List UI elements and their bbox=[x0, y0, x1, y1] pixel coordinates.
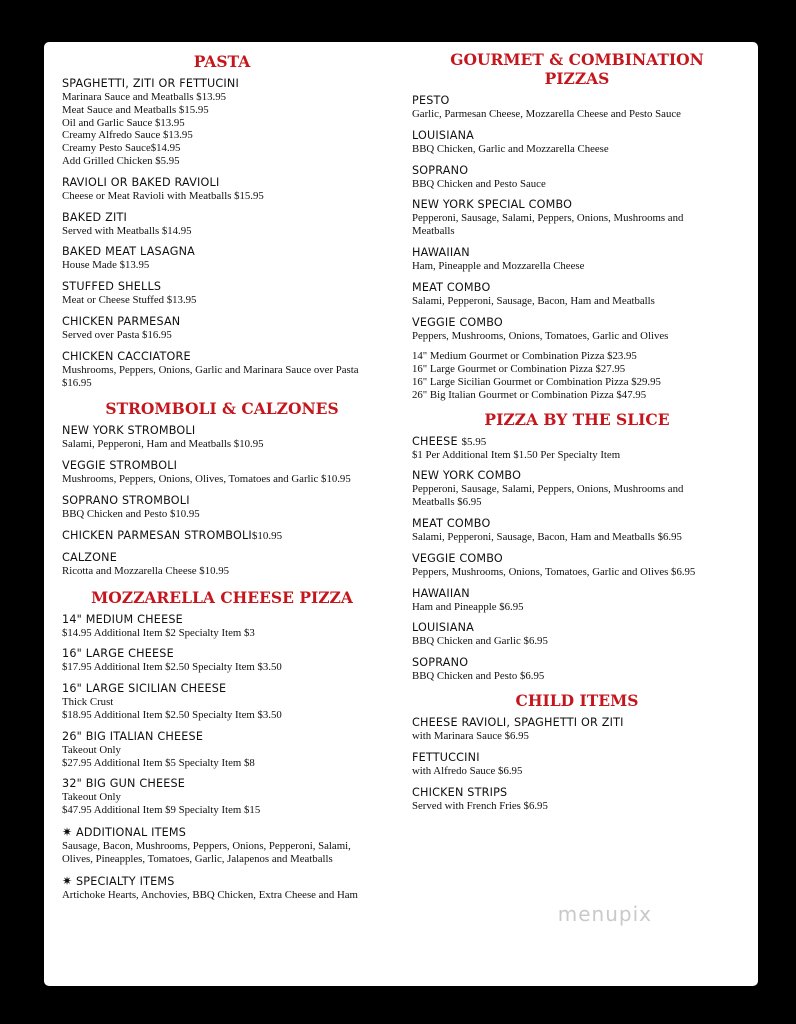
menu-item-title: NEW YORK COMBO bbox=[412, 469, 522, 483]
menu-item bbox=[62, 777, 382, 817]
menu-item-name bbox=[412, 129, 742, 143]
menu-item bbox=[412, 316, 742, 343]
menu-item-title: BAKED ZITI bbox=[62, 210, 128, 224]
menu-item-description: Mushrooms, Peppers, Onions, Garlic and Marinara Sauce over Pasta bbox=[62, 363, 359, 376]
menu-item-description: Oil and Garlic Sauce $13.95 bbox=[62, 116, 185, 129]
menu-item bbox=[62, 874, 382, 902]
menu-item bbox=[62, 494, 382, 521]
menu-item bbox=[412, 656, 742, 683]
menu-item-title: 14" MEDIUM CHEESE bbox=[62, 612, 183, 626]
menu-item bbox=[412, 94, 742, 121]
menu-item-name bbox=[412, 656, 742, 670]
menu-item-description: Salami, Pepperoni, Ham and Meatballs $10.95 bbox=[62, 438, 264, 451]
menu-item-description: $14.95 Additional Item $2 Specialty Item $3 bbox=[62, 626, 255, 639]
menu-item-description: Peppers, Mushrooms, Onions, Tomatoes, Garlic and Olives $6.95 bbox=[412, 565, 696, 578]
menu-item-title: MEAT COMBO bbox=[412, 516, 491, 530]
menu-item-description: House Made $13.95 bbox=[62, 259, 150, 272]
menu-item-description: Creamy Pesto Sauce$14.95 bbox=[62, 142, 181, 155]
section-title-pasta: PASTA bbox=[193, 52, 251, 71]
menu-item bbox=[62, 459, 382, 486]
menu-item-title: CHICKEN STRIPS bbox=[412, 785, 508, 799]
menu-item bbox=[62, 730, 382, 770]
menu-item-name bbox=[412, 751, 742, 765]
menu-item-description: Takeout Only bbox=[62, 743, 121, 756]
menu-item-title: STUFFED SHELLS bbox=[62, 280, 162, 294]
menu-item-name bbox=[62, 424, 382, 438]
mozzarella-list bbox=[62, 613, 382, 902]
child-list bbox=[412, 716, 742, 812]
pasta-list bbox=[62, 77, 382, 389]
watermark-logo: menupix bbox=[557, 902, 652, 926]
menu-item-title: 26" BIG ITALIAN CHEESE bbox=[62, 729, 204, 743]
menu-item-description: with Marinara Sauce $6.95 bbox=[412, 729, 529, 742]
menu-item-name bbox=[62, 682, 382, 696]
menu-item-description: $18.95 Additional Item $2.50 Specialty Item $3.50 bbox=[62, 708, 282, 721]
menu-item-name bbox=[62, 647, 382, 661]
gourmet-price-line: 26" Big Italian Gourmet or Combination Pizza $47.95 bbox=[412, 388, 647, 401]
menu-item-title: CHICKEN CACCIATORE bbox=[62, 349, 191, 363]
menu-item-name bbox=[412, 716, 742, 730]
menu-item bbox=[412, 621, 742, 648]
menu-item-description: Pepperoni, Sausage, Salami, Peppers, Onions, Mushrooms and bbox=[412, 483, 684, 496]
menu-item-title: PESTO bbox=[412, 94, 450, 107]
menu-item bbox=[412, 517, 742, 544]
menu-item-title: SOPRANO bbox=[412, 163, 469, 177]
menu-page bbox=[46, 44, 756, 984]
menu-item-description: Peppers, Mushrooms, Onions, Tomatoes, Garlic and Olives bbox=[412, 329, 669, 342]
menu-item-description: Sausage, Bacon, Mushrooms, Peppers, Onions, Pepperoni, Salami, bbox=[62, 839, 351, 852]
gourmet-price-line: 16" Large Gourmet or Combination Pizza $27.95 bbox=[412, 363, 626, 376]
menu-item-name bbox=[62, 211, 382, 225]
menu-item bbox=[62, 245, 382, 272]
menu-item-title: MEAT COMBO bbox=[412, 280, 491, 294]
menu-item-name bbox=[62, 529, 382, 543]
menu-item bbox=[62, 350, 382, 390]
menu-item-description: Add Grilled Chicken $5.95 bbox=[62, 154, 180, 167]
menu-item-description: BBQ Chicken and Pesto $10.95 bbox=[62, 507, 200, 520]
gourmet-price-line: 16" Large Sicilian Gourmet or Combination Pizza $29.95 bbox=[412, 375, 661, 388]
menu-item-description: Marinara Sauce and Meatballs $13.95 bbox=[62, 91, 226, 103]
menu-item-name bbox=[412, 281, 742, 295]
menu-item-description: $17.95 Additional Item $2.50 Specialty Item $3.50 bbox=[62, 661, 282, 674]
menu-item-name bbox=[412, 587, 742, 601]
menu-item-description: Meat or Cheese Stuffed $13.95 bbox=[62, 294, 197, 307]
menu-item-name bbox=[62, 350, 382, 364]
menu-item-description: $16.95 bbox=[62, 376, 92, 389]
left-column bbox=[62, 52, 382, 909]
menu-item-name bbox=[62, 825, 382, 840]
menu-item-name bbox=[412, 246, 742, 260]
right-column bbox=[412, 50, 742, 820]
menu-item-title: CALZONE bbox=[62, 550, 118, 564]
menu-item-title: CHEESE bbox=[412, 434, 458, 448]
menu-item-name bbox=[62, 77, 382, 91]
menu-item-description: Takeout Only bbox=[62, 791, 121, 804]
menu-item-title: VEGGIE COMBO bbox=[412, 551, 503, 565]
menu-item-name bbox=[412, 435, 742, 449]
menu-item-name bbox=[62, 245, 382, 259]
menu-item-description: Olives, Pineapples, Tomatoes, Garlic, Jalapenos and Meatballs bbox=[62, 852, 333, 865]
menu-item-title: 16" LARGE SICILIAN CHEESE bbox=[62, 682, 227, 696]
section-title-child: CHILD ITEMS bbox=[515, 690, 639, 710]
menu-item-name bbox=[62, 551, 382, 565]
menu-item-name bbox=[62, 459, 382, 473]
star-icon: ✷ bbox=[62, 824, 73, 839]
menu-item-description: $27.95 Additional Item $5 Specialty Item $8 bbox=[62, 756, 255, 769]
menu-item bbox=[412, 246, 742, 273]
menu-item-description: $1 Per Additional Item $1.50 Per Specialty Item bbox=[412, 448, 621, 461]
gourmet-price-list bbox=[412, 350, 742, 401]
menu-item-description: Served over Pasta $16.95 bbox=[62, 328, 172, 341]
menu-item-title: VEGGIE COMBO bbox=[412, 315, 503, 329]
menu-item bbox=[62, 682, 382, 722]
star-icon: ✷ bbox=[62, 873, 73, 888]
menu-item-description: Garlic, Parmesan Cheese, Mozzarella Cheese and Pesto Sauce bbox=[412, 108, 681, 120]
menu-item-description: $47.95 Additional Item $9 Specialty Item $15 bbox=[62, 804, 261, 817]
menu-item-title: CHICKEN PARMESAN bbox=[62, 314, 181, 328]
menu-item-name bbox=[412, 94, 742, 108]
section-title-mozzarella: MOZZARELLA CHEESE PIZZA bbox=[91, 587, 353, 607]
menu-item-description: Thick Crust bbox=[62, 696, 114, 709]
menu-item bbox=[62, 176, 382, 203]
menu-item-description: Mushrooms, Peppers, Onions, Olives, Tomatoes and Garlic $10.95 bbox=[62, 473, 351, 486]
menu-item-title: FETTUCCINI bbox=[412, 750, 480, 764]
menu-item-description: Ham, Pineapple and Mozzarella Cheese bbox=[412, 259, 585, 272]
section-title-gourmet-line2: PIZZAS bbox=[544, 69, 610, 88]
menu-item-name bbox=[412, 469, 742, 483]
menu-item bbox=[412, 435, 742, 462]
menu-item-title: SPAGHETTI, ZITI OR FETTUCINI bbox=[62, 77, 239, 90]
menu-item-name bbox=[412, 517, 742, 531]
menu-item-description: BBQ Chicken and Pesto $6.95 bbox=[412, 670, 545, 683]
menu-item bbox=[62, 647, 382, 674]
menu-item bbox=[62, 825, 382, 866]
menu-item-title: CHICKEN PARMESAN STROMBOLI bbox=[62, 528, 252, 542]
menu-item-description: Salami, Pepperoni, Sausage, Bacon, Ham and Meatballs $6.95 bbox=[412, 530, 682, 543]
menu-item bbox=[62, 280, 382, 307]
menu-item-price: $10.95 bbox=[251, 529, 283, 542]
menu-item-title: HAWAIIAN bbox=[412, 245, 470, 259]
menu-item-title: 16" LARGE CHEESE bbox=[62, 647, 174, 661]
menu-item bbox=[62, 424, 382, 451]
menu-item-title: SPECIALTY ITEMS bbox=[76, 874, 175, 888]
menu-item-title: SOPRANO STROMBOLI bbox=[62, 493, 190, 507]
menu-item-title: CHEESE RAVIOLI, SPAGHETTI OR ZITI bbox=[412, 715, 624, 729]
menu-item-description: with Alfredo Sauce $6.95 bbox=[412, 764, 523, 777]
menu-item bbox=[62, 529, 382, 543]
menu-item-name bbox=[412, 316, 742, 330]
slice-list bbox=[412, 435, 742, 683]
menu-item-name bbox=[62, 280, 382, 294]
menu-item bbox=[412, 164, 742, 191]
menu-item-name bbox=[62, 315, 382, 329]
menu-item-title: HAWAIIAN bbox=[412, 586, 470, 600]
menu-item bbox=[412, 281, 742, 308]
menu-item bbox=[62, 551, 382, 578]
menu-item-description: BBQ Chicken and Pesto Sauce bbox=[412, 177, 546, 190]
menu-item bbox=[412, 198, 742, 238]
menu-item-title: RAVIOLI OR BAKED RAVIOLI bbox=[62, 175, 220, 189]
menu-item-title: SOPRANO bbox=[412, 656, 469, 670]
menu-item bbox=[62, 211, 382, 238]
menu-item-price: $5.95 bbox=[461, 435, 487, 448]
menu-item-description: Ricotta and Mozzarella Cheese $10.95 bbox=[62, 564, 229, 577]
section-title-slice: PIZZA BY THE SLICE bbox=[484, 409, 670, 429]
menu-item bbox=[412, 751, 742, 778]
menu-item-name bbox=[62, 613, 382, 627]
menu-item-description: BBQ Chicken, Garlic and Mozzarella Cheese bbox=[412, 142, 609, 155]
menu-item bbox=[62, 315, 382, 342]
menu-item-description: Cheese or Meat Ravioli with Meatballs $15.95 bbox=[62, 189, 264, 202]
menu-item-name bbox=[62, 176, 382, 190]
menu-item bbox=[412, 786, 742, 813]
menu-item-name bbox=[412, 621, 742, 635]
menu-item bbox=[412, 469, 742, 509]
menu-item bbox=[62, 613, 382, 640]
menu-item-name bbox=[62, 777, 382, 791]
menu-item-name bbox=[412, 164, 742, 178]
menu-item-title: LOUISIANA bbox=[412, 128, 475, 142]
menu-item bbox=[62, 77, 382, 168]
menu-item-name bbox=[412, 198, 742, 212]
section-title-gourmet bbox=[412, 50, 742, 88]
menu-item-description: BBQ Chicken and Garlic $6.95 bbox=[412, 635, 548, 648]
menu-item-title: NEW YORK STROMBOLI bbox=[62, 424, 196, 438]
menu-item-title: VEGGIE STROMBOLI bbox=[62, 459, 178, 473]
section-title-stromboli: STROMBOLI & CALZONES bbox=[105, 399, 339, 419]
menu-item-name bbox=[62, 874, 382, 889]
menu-item bbox=[412, 552, 742, 579]
menu-item-description: Served with Meatballs $14.95 bbox=[62, 224, 192, 237]
menu-item-title: 32" BIG GUN CHEESE bbox=[62, 777, 186, 791]
gourmet-list bbox=[412, 94, 742, 342]
menu-item-description: Artichoke Hearts, Anchovies, BBQ Chicken, Extra Cheese and Ham bbox=[62, 888, 358, 901]
stromboli-list bbox=[62, 424, 382, 577]
menu-item-description: Meat Sauce and Meatballs $15.95 bbox=[62, 103, 209, 116]
menu-item-description: Salami, Pepperoni, Sausage, Bacon, Ham and Meatballs bbox=[412, 294, 655, 307]
menu-item-description: Meatballs bbox=[412, 225, 455, 238]
menu-item-description: Ham and Pineapple $6.95 bbox=[412, 600, 524, 613]
menu-item-title: ADDITIONAL ITEMS bbox=[76, 825, 187, 839]
menu-item bbox=[412, 716, 742, 743]
gourmet-price-line: 14" Medium Gourmet or Combination Pizza $23.95 bbox=[412, 350, 637, 363]
menu-item-title: LOUISIANA bbox=[412, 621, 475, 635]
menu-item-description: Meatballs $6.95 bbox=[412, 496, 482, 509]
menu-item-name bbox=[62, 730, 382, 744]
section-title-gourmet-line1: GOURMET & COMBINATION bbox=[450, 50, 704, 69]
menu-item-name bbox=[62, 494, 382, 508]
menu-item-name bbox=[412, 552, 742, 566]
menu-item bbox=[412, 587, 742, 614]
menu-item-name bbox=[412, 786, 742, 800]
menu-item-description: Creamy Alfredo Sauce $13.95 bbox=[62, 129, 193, 142]
menu-item bbox=[412, 129, 742, 156]
menu-item-title: NEW YORK SPECIAL COMBO bbox=[412, 198, 573, 212]
menu-item-description: Pepperoni, Sausage, Salami, Peppers, Onions, Mushrooms and bbox=[412, 212, 684, 225]
menu-item-title: BAKED MEAT LASAGNA bbox=[62, 245, 195, 259]
menu-item-description: Served with French Fries $6.95 bbox=[412, 799, 548, 812]
